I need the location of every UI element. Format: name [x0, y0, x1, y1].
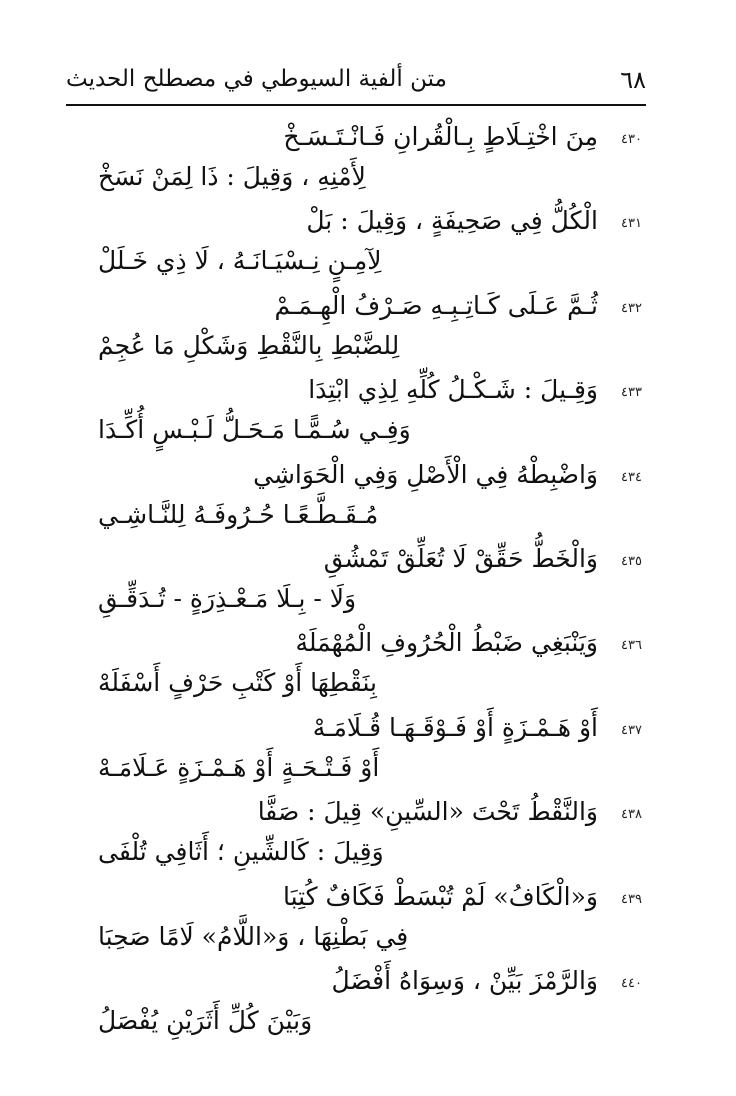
verse-first-hemistich: وَالرَّمْزَ بَيِّنْ ، وَسِوَاهُ أَفْضَلُ	[331, 965, 598, 995]
header-rule	[66, 104, 646, 106]
verse-number: ٤٣٦	[621, 638, 642, 654]
verse-number: ٤٣٤	[621, 469, 642, 485]
verse-first-hemistich: ثُـمَّ عَـلَى كَـاتِـبِـهِ صَـرْفُ الْهِـمَـمْ	[274, 290, 598, 320]
verse-first-hemistich: وَالْخَطُّ حَقِّقْ لَا تُعَلِّقْ تَمْشُقِ	[323, 543, 598, 573]
verse-first-hemistich: وَ«الْكَافُ» لَمْ تُبْسَطْ فَكَافٌ كُتِبَا	[282, 881, 598, 911]
verse-first-hemistich: الْكُلُّ فِي صَحِيفَةٍ ، وَقِيلَ : بَلْ	[306, 206, 598, 236]
verse-number: ٤٣٢	[621, 300, 642, 316]
verse-431	[0, 196, 736, 280]
verse-first-hemistich: أَوْ هَـمْـزَةٍ أَوْ فَـوْقَـهَـا قُـلَامَـهْ	[312, 712, 598, 742]
verse-second-hemistich: وَبَيْنَ كُلِّ أَثَرَيْنِ يُفْصَلُ	[98, 1005, 313, 1035]
verse-number: ٤٣٥	[621, 553, 642, 569]
verse-second-hemistich: أَوْ فَـتْـحَـةٍ أَوْ هَـمْـزَةٍ عَـلَامَـهْ	[98, 752, 380, 782]
page-number: ٦٨	[620, 66, 646, 94]
verse-432	[0, 281, 736, 365]
verse-second-hemistich: فِي بَطْنِهَا ، وَ«اللَّامُ» لَامًا صَحِبَا	[98, 921, 409, 951]
verse-number: ٤٣٠	[621, 132, 642, 147]
verse-434	[0, 450, 736, 534]
verse-second-hemistich: مُـقَـطَّـعًـا حُـرُوفَـهُ لِلنَّـاشِـي	[98, 499, 379, 529]
verse-430	[0, 112, 736, 196]
verse-number: ٤٣٣	[621, 385, 642, 401]
verse-first-hemistich: وَاضْبِطْهُ فِي الْأَصْلِ وَفِي الْحَوَاشِي	[253, 459, 598, 489]
verse-second-hemistich: لِلضَّبْطِ بِالنَّقْطِ وَشَكْلِ مَا عُجِمْ	[98, 330, 400, 360]
verse-440	[0, 956, 736, 1040]
verse-second-hemistich: لِأَمْنِهِ ، وَقِيلَ : ذَا لِمَنْ نَسَخْ	[98, 162, 366, 191]
verse-second-hemistich: بِنَقْطِهَا أَوْ كَتْبِ حَرْفٍ أَسْفَلَهْ	[98, 668, 377, 698]
page-header	[66, 62, 646, 102]
verse-436	[0, 618, 736, 702]
verse-439	[0, 872, 736, 956]
verse-438	[0, 787, 736, 871]
running-title: متن ألفية السيوطي في مصطلح الحديث	[66, 66, 447, 92]
verse-first-hemistich: وَيَنْبَغِي ضَبْطُ الْحُرُوفِ الْمُهْمَلَهْ	[295, 628, 598, 658]
verse-list	[0, 112, 736, 1040]
verse-437	[0, 703, 736, 787]
verse-number: ٤٣١	[621, 216, 642, 232]
verse-first-hemistich: وَقِـيلَ : شَـكْـلُ كُلِّهِ لِذِي ابْتِدَا	[308, 375, 598, 405]
verse-first-hemistich: وَالنَّقْطُ تَحْتَ «السِّينِ» قِيلَ : صَفَّا	[257, 797, 598, 827]
verse-433	[0, 365, 736, 449]
verse-number: ٤٣٧	[621, 722, 642, 738]
verse-number: ٤٣٩	[621, 891, 642, 907]
verse-second-hemistich: وَلَا - بِـلَا مَـعْـذِرَةٍ - تُـدَقِّـقِ	[98, 583, 357, 613]
verse-first-hemistich: مِنَ اخْتِـلَاطٍ بِـالْقُرانِ فَـانْـتَـسَـخْ	[283, 122, 598, 151]
verse-435	[0, 534, 736, 618]
verse-second-hemistich: وَفِـي سُـمًّـا مَـحَـلُّ لَـبْـسٍ أُكِّـدَا	[98, 415, 411, 445]
verse-second-hemistich: لِآمِـنٍ نِـسْيَـانَـهُ ، لَا ذِي خَـلَلْ	[98, 246, 382, 276]
verse-number: ٤٣٨	[621, 807, 642, 823]
verse-number: ٤٤٠	[621, 975, 642, 991]
verse-second-hemistich: وَقِيلَ : كَالشِّينِ ؛ أَثَافِي تُلْفَى	[98, 837, 384, 867]
